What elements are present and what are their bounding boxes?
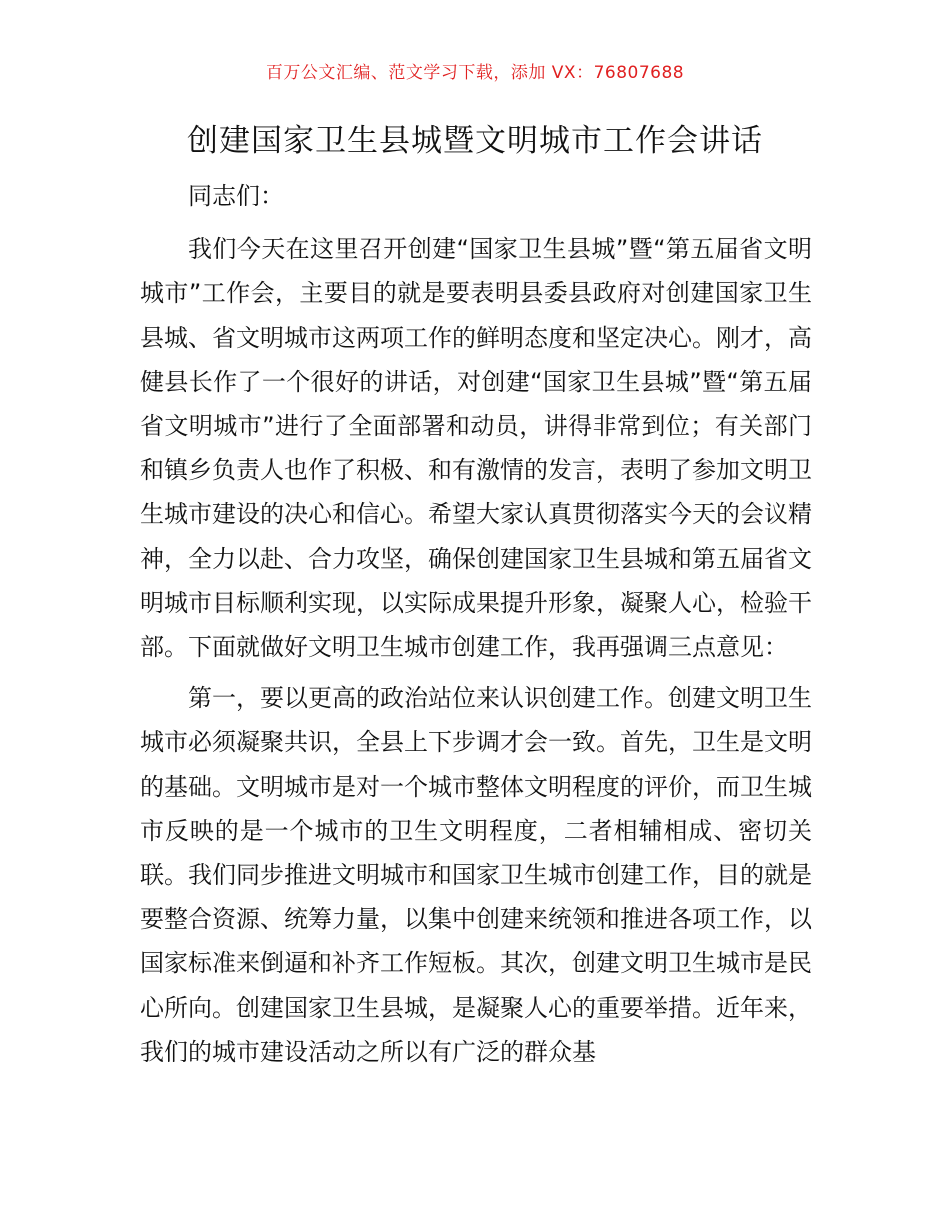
header-watermark-note: 百万公文汇编、范文学习下载，添加 VX：76807688 <box>265 63 685 83</box>
document-title: 创建国家卫生县城暨文明城市工作会讲话 <box>187 123 763 159</box>
paragraph-2: 第一，要以更高的政治站位来认识创建工作。创建文明卫生城市必须凝聚共识，全县上下步调才会一致。首先，卫生是文明的基础。文明城市是对一个城市整体文明程度的评价，而卫生城市反映的是一个城市的卫生文明程度，二者相辅相成、密切关联。我们同步推进文明城市和国家卫生城市创建工作，目的就是要整合资源、统筹力量，以集中创建来统领和推进各项工作，以国家标准来倒逼和补齐工作短板。其次，创建文明卫生城市是民心所向。创建国家卫生县城，是凝聚人心的重要举措。近年来，我们的城市建设活动之所以有广泛的群众基 <box>140 684 812 1066</box>
paragraph-1: 我们今天在这里召开创建“国家卫生县城”暨“第五届省文明城市”工作会，主要目的就是要表明县委县政府对创建国家卫生县城、省文明城市这两项工作的鲜明态度和坚定决心。刚才，高健县长作了一个很好的讲话，对创建“国家卫生县城”暨“第五届省文明城市”进行了全面部署和动员，讲得非常到位；有关部门和镇乡负责人也作了积极、和有激情的发言，表明了参加文明卫生城市建设的决心和信心。希望大家认真贯彻落实今天的会议精神，全力以赴、合力攻坚，确保创建国家卫生县城和第五届省文明城市目标顺利实现，以实际成果提升形象，凝聚人心，检验干部。下面就做好文明卫生城市创建工作，我再强调三点意见： <box>140 235 812 662</box>
greeting: 同志们： <box>188 182 284 210</box>
document-body <box>140 174 812 1074</box>
